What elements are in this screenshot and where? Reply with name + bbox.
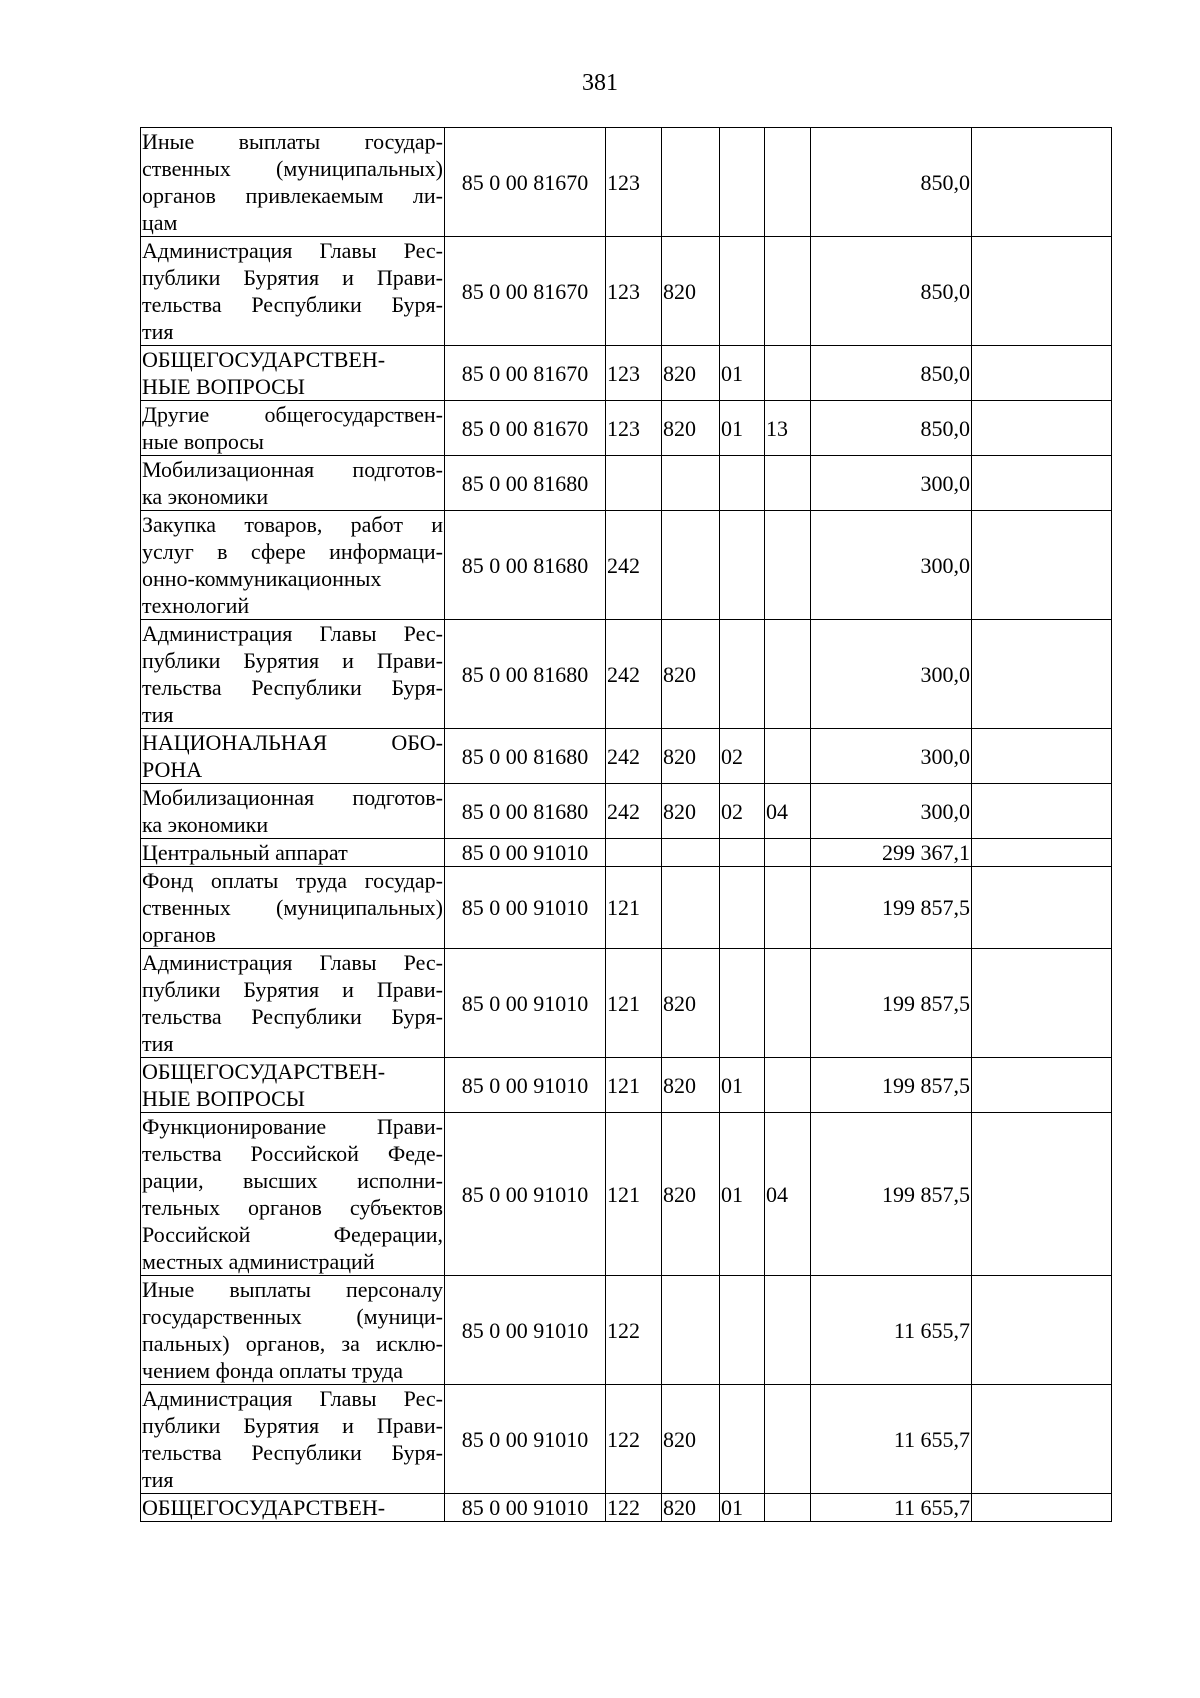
row-name-line: тия — [142, 1467, 174, 1492]
subsection-code — [765, 839, 811, 867]
section-code — [720, 1276, 765, 1385]
row-name-line: чением фонда оплаты труда — [142, 1358, 404, 1383]
row-name — [141, 1113, 445, 1276]
amount: 850,0 — [811, 237, 972, 346]
target-article-code: 85 0 00 91010 — [445, 1058, 606, 1113]
row-name — [141, 456, 445, 511]
administrator-code: 820 — [662, 784, 720, 839]
row-name-line: Закупка товаров, работ и — [142, 512, 443, 537]
row-name-line: тельства Российской Феде- — [142, 1141, 443, 1166]
row-name — [141, 620, 445, 729]
empty-cell — [972, 839, 1112, 867]
row-name-line: ОБЩЕГОСУДАРСТВЕН- — [142, 347, 386, 372]
administrator-code: 820 — [662, 1385, 720, 1494]
subsection-code — [765, 456, 811, 511]
row-name-line: тельства Республики Буря- — [142, 1004, 443, 1029]
target-article-code: 85 0 00 91010 — [445, 867, 606, 949]
empty-cell — [972, 1385, 1112, 1494]
target-article-code: 85 0 00 91010 — [445, 1494, 606, 1522]
row-name-line: тельных органов субъектов — [142, 1195, 443, 1220]
section-code — [720, 511, 765, 620]
row-name-line: тия — [142, 702, 174, 727]
row-name-line: услуг в сфере информаци- — [142, 539, 443, 564]
row-name — [141, 949, 445, 1058]
row-name-line: Администрация Главы Рес- — [142, 238, 443, 263]
administrator-code: 820 — [662, 401, 720, 456]
empty-cell — [972, 237, 1112, 346]
administrator-code: 820 — [662, 729, 720, 784]
section-code — [720, 949, 765, 1058]
subsection-code — [765, 1385, 811, 1494]
row-name-line: Иные выплаты персоналу — [142, 1277, 443, 1302]
row-name — [141, 1058, 445, 1113]
empty-cell — [972, 1113, 1112, 1276]
expense-type-code: 121 — [606, 1058, 662, 1113]
row-name-line: Мобилизационная подготов- — [142, 457, 443, 482]
row-name-line: органов привлекаемым ли- — [142, 183, 443, 208]
expense-type-code: 122 — [606, 1494, 662, 1522]
table-row — [141, 949, 1112, 1058]
empty-cell — [972, 867, 1112, 949]
administrator-code: 820 — [662, 1058, 720, 1113]
section-code: 02 — [720, 784, 765, 839]
row-name — [141, 839, 445, 867]
row-name — [141, 346, 445, 401]
row-name-line: местных администраций — [142, 1249, 375, 1274]
row-name-line: Администрация Главы Рес- — [142, 1386, 443, 1411]
amount: 199 857,5 — [811, 867, 972, 949]
section-code — [720, 237, 765, 346]
target-article-code: 85 0 00 81680 — [445, 456, 606, 511]
row-name-line: пальных) органов, за исклю- — [142, 1331, 443, 1356]
row-name-line: тия — [142, 319, 174, 344]
table-row — [141, 784, 1112, 839]
subsection-code: 13 — [765, 401, 811, 456]
page-number: 381 — [582, 70, 618, 96]
row-name-line: Центральный аппарат — [142, 840, 348, 865]
amount: 850,0 — [811, 128, 972, 237]
table-row — [141, 1058, 1112, 1113]
row-name-line: технологий — [142, 593, 250, 618]
row-name-line: органов — [142, 922, 216, 947]
row-name-line: Другие общегосударствен- — [142, 402, 443, 427]
table-row — [141, 511, 1112, 620]
expense-type-code: 121 — [606, 1113, 662, 1276]
amount: 300,0 — [811, 620, 972, 729]
expense-type-code: 242 — [606, 784, 662, 839]
section-code — [720, 1385, 765, 1494]
row-name-line: ственных (муниципальных) — [142, 156, 443, 181]
row-name-line: Администрация Главы Рес- — [142, 950, 443, 975]
subsection-code — [765, 1276, 811, 1385]
empty-cell — [972, 1276, 1112, 1385]
subsection-code — [765, 949, 811, 1058]
target-article-code: 85 0 00 81680 — [445, 511, 606, 620]
target-article-code: 85 0 00 81670 — [445, 237, 606, 346]
row-name-line: рации, высших исполни- — [142, 1168, 443, 1193]
row-name-line: НЫЕ ВОПРОСЫ — [142, 374, 305, 399]
row-name-line: ные вопросы — [142, 429, 264, 454]
empty-cell — [972, 401, 1112, 456]
row-name — [141, 1385, 445, 1494]
row-name — [141, 401, 445, 456]
row-name — [141, 729, 445, 784]
row-name-line: тия — [142, 1031, 174, 1056]
row-name-line: ка экономики — [142, 484, 269, 509]
target-article-code: 85 0 00 91010 — [445, 839, 606, 867]
target-article-code: 85 0 00 91010 — [445, 1385, 606, 1494]
row-name — [141, 128, 445, 237]
subsection-code: 04 — [765, 1113, 811, 1276]
expense-type-code: 123 — [606, 237, 662, 346]
table-row — [141, 346, 1112, 401]
target-article-code: 85 0 00 81670 — [445, 346, 606, 401]
section-code — [720, 839, 765, 867]
table-row — [141, 620, 1112, 729]
section-code — [720, 867, 765, 949]
subsection-code — [765, 1058, 811, 1113]
table-row — [141, 867, 1112, 949]
administrator-code: 820 — [662, 346, 720, 401]
expense-type-code: 123 — [606, 128, 662, 237]
empty-cell — [972, 949, 1112, 1058]
target-article-code: 85 0 00 91010 — [445, 1276, 606, 1385]
budget-table — [140, 127, 1112, 1522]
target-article-code: 85 0 00 81680 — [445, 729, 606, 784]
target-article-code: 85 0 00 81670 — [445, 128, 606, 237]
expense-type-code: 242 — [606, 729, 662, 784]
administrator-code — [662, 128, 720, 237]
row-name-line: Администрация Главы Рес- — [142, 621, 443, 646]
section-code: 01 — [720, 1113, 765, 1276]
amount: 11 655,7 — [811, 1494, 972, 1522]
subsection-code — [765, 346, 811, 401]
amount: 850,0 — [811, 401, 972, 456]
row-name-line: ОБЩЕГОСУДАРСТВЕН- — [142, 1059, 386, 1084]
amount: 300,0 — [811, 456, 972, 511]
row-name-line: онно-коммуникационных — [142, 566, 382, 591]
section-code — [720, 620, 765, 729]
row-name-line: ственных (муниципальных) — [142, 895, 443, 920]
expense-type-code: 121 — [606, 949, 662, 1058]
section-code: 02 — [720, 729, 765, 784]
empty-cell — [972, 1494, 1112, 1522]
section-code: 01 — [720, 346, 765, 401]
table-row — [141, 1385, 1112, 1494]
empty-cell — [972, 1058, 1112, 1113]
amount: 199 857,5 — [811, 1058, 972, 1113]
expense-type-code: 122 — [606, 1385, 662, 1494]
amount: 300,0 — [811, 784, 972, 839]
row-name-line: ОБЩЕГОСУДАРСТВЕН- — [142, 1495, 386, 1520]
section-code — [720, 456, 765, 511]
target-article-code: 85 0 00 81680 — [445, 620, 606, 729]
empty-cell — [972, 128, 1112, 237]
table-row — [141, 1113, 1112, 1276]
table-row — [141, 1276, 1112, 1385]
table-row — [141, 237, 1112, 346]
expense-type-code: 242 — [606, 620, 662, 729]
table-row — [141, 401, 1112, 456]
subsection-code — [765, 128, 811, 237]
amount: 11 655,7 — [811, 1276, 972, 1385]
administrator-code: 820 — [662, 237, 720, 346]
empty-cell — [972, 620, 1112, 729]
subsection-code — [765, 511, 811, 620]
table-row — [141, 1494, 1112, 1522]
administrator-code — [662, 1276, 720, 1385]
administrator-code: 820 — [662, 1113, 720, 1276]
row-name-line: Российской Федерации, — [142, 1222, 443, 1247]
subsection-code — [765, 729, 811, 784]
administrator-code — [662, 511, 720, 620]
table-row — [141, 839, 1112, 867]
row-name — [141, 784, 445, 839]
row-name-line: тельства Республики Буря- — [142, 292, 443, 317]
empty-cell — [972, 729, 1112, 784]
section-code: 01 — [720, 1058, 765, 1113]
row-name-line: публики Бурятия и Прави- — [142, 648, 443, 673]
row-name — [141, 867, 445, 949]
expense-type-code: 123 — [606, 346, 662, 401]
table-row — [141, 128, 1112, 237]
target-article-code: 85 0 00 91010 — [445, 1113, 606, 1276]
row-name — [141, 1276, 445, 1385]
subsection-code — [765, 237, 811, 346]
row-name-line: государственных (муници- — [142, 1304, 443, 1329]
expense-type-code — [606, 456, 662, 511]
amount: 300,0 — [811, 511, 972, 620]
administrator-code — [662, 839, 720, 867]
administrator-code: 820 — [662, 1494, 720, 1522]
administrator-code: 820 — [662, 949, 720, 1058]
amount: 199 857,5 — [811, 949, 972, 1058]
row-name-line: НАЦИОНАЛЬНАЯ ОБО- — [142, 730, 443, 755]
subsection-code — [765, 867, 811, 949]
section-code: 01 — [720, 1494, 765, 1522]
table-row — [141, 456, 1112, 511]
row-name-line: тельства Республики Буря- — [142, 1440, 443, 1465]
administrator-code: 820 — [662, 620, 720, 729]
expense-type-code — [606, 839, 662, 867]
row-name-line: Фонд оплаты труда государ- — [142, 868, 443, 893]
expense-type-code: 121 — [606, 867, 662, 949]
empty-cell — [972, 456, 1112, 511]
row-name-line: публики Бурятия и Прави- — [142, 265, 443, 290]
empty-cell — [972, 784, 1112, 839]
row-name-line: тельства Республики Буря- — [142, 675, 443, 700]
subsection-code: 04 — [765, 784, 811, 839]
row-name-line: цам — [142, 210, 178, 235]
amount: 850,0 — [811, 346, 972, 401]
row-name-line: Мобилизационная подготов- — [142, 785, 443, 810]
row-name-line: ка экономики — [142, 812, 269, 837]
amount: 299 367,1 — [811, 839, 972, 867]
subsection-code — [765, 620, 811, 729]
amount: 11 655,7 — [811, 1385, 972, 1494]
administrator-code — [662, 867, 720, 949]
expense-type-code: 242 — [606, 511, 662, 620]
target-article-code: 85 0 00 81680 — [445, 784, 606, 839]
section-code: 01 — [720, 401, 765, 456]
administrator-code — [662, 456, 720, 511]
amount: 199 857,5 — [811, 1113, 972, 1276]
expense-type-code: 123 — [606, 401, 662, 456]
row-name — [141, 1494, 445, 1522]
amount: 300,0 — [811, 729, 972, 784]
row-name — [141, 237, 445, 346]
row-name-line: Функционирование Прави- — [142, 1114, 443, 1139]
row-name-line: Иные выплаты государ- — [142, 129, 443, 154]
empty-cell — [972, 346, 1112, 401]
target-article-code: 85 0 00 81670 — [445, 401, 606, 456]
table-row — [141, 729, 1112, 784]
expense-type-code: 122 — [606, 1276, 662, 1385]
row-name-line: публики Бурятия и Прави- — [142, 977, 443, 1002]
budget-table-body — [141, 128, 1112, 1522]
row-name-line: публики Бурятия и Прави- — [142, 1413, 443, 1438]
target-article-code: 85 0 00 91010 — [445, 949, 606, 1058]
row-name-line: РОНА — [142, 757, 203, 782]
row-name-line: НЫЕ ВОПРОСЫ — [142, 1086, 305, 1111]
row-name — [141, 511, 445, 620]
section-code — [720, 128, 765, 237]
empty-cell — [972, 511, 1112, 620]
subsection-code — [765, 1494, 811, 1522]
